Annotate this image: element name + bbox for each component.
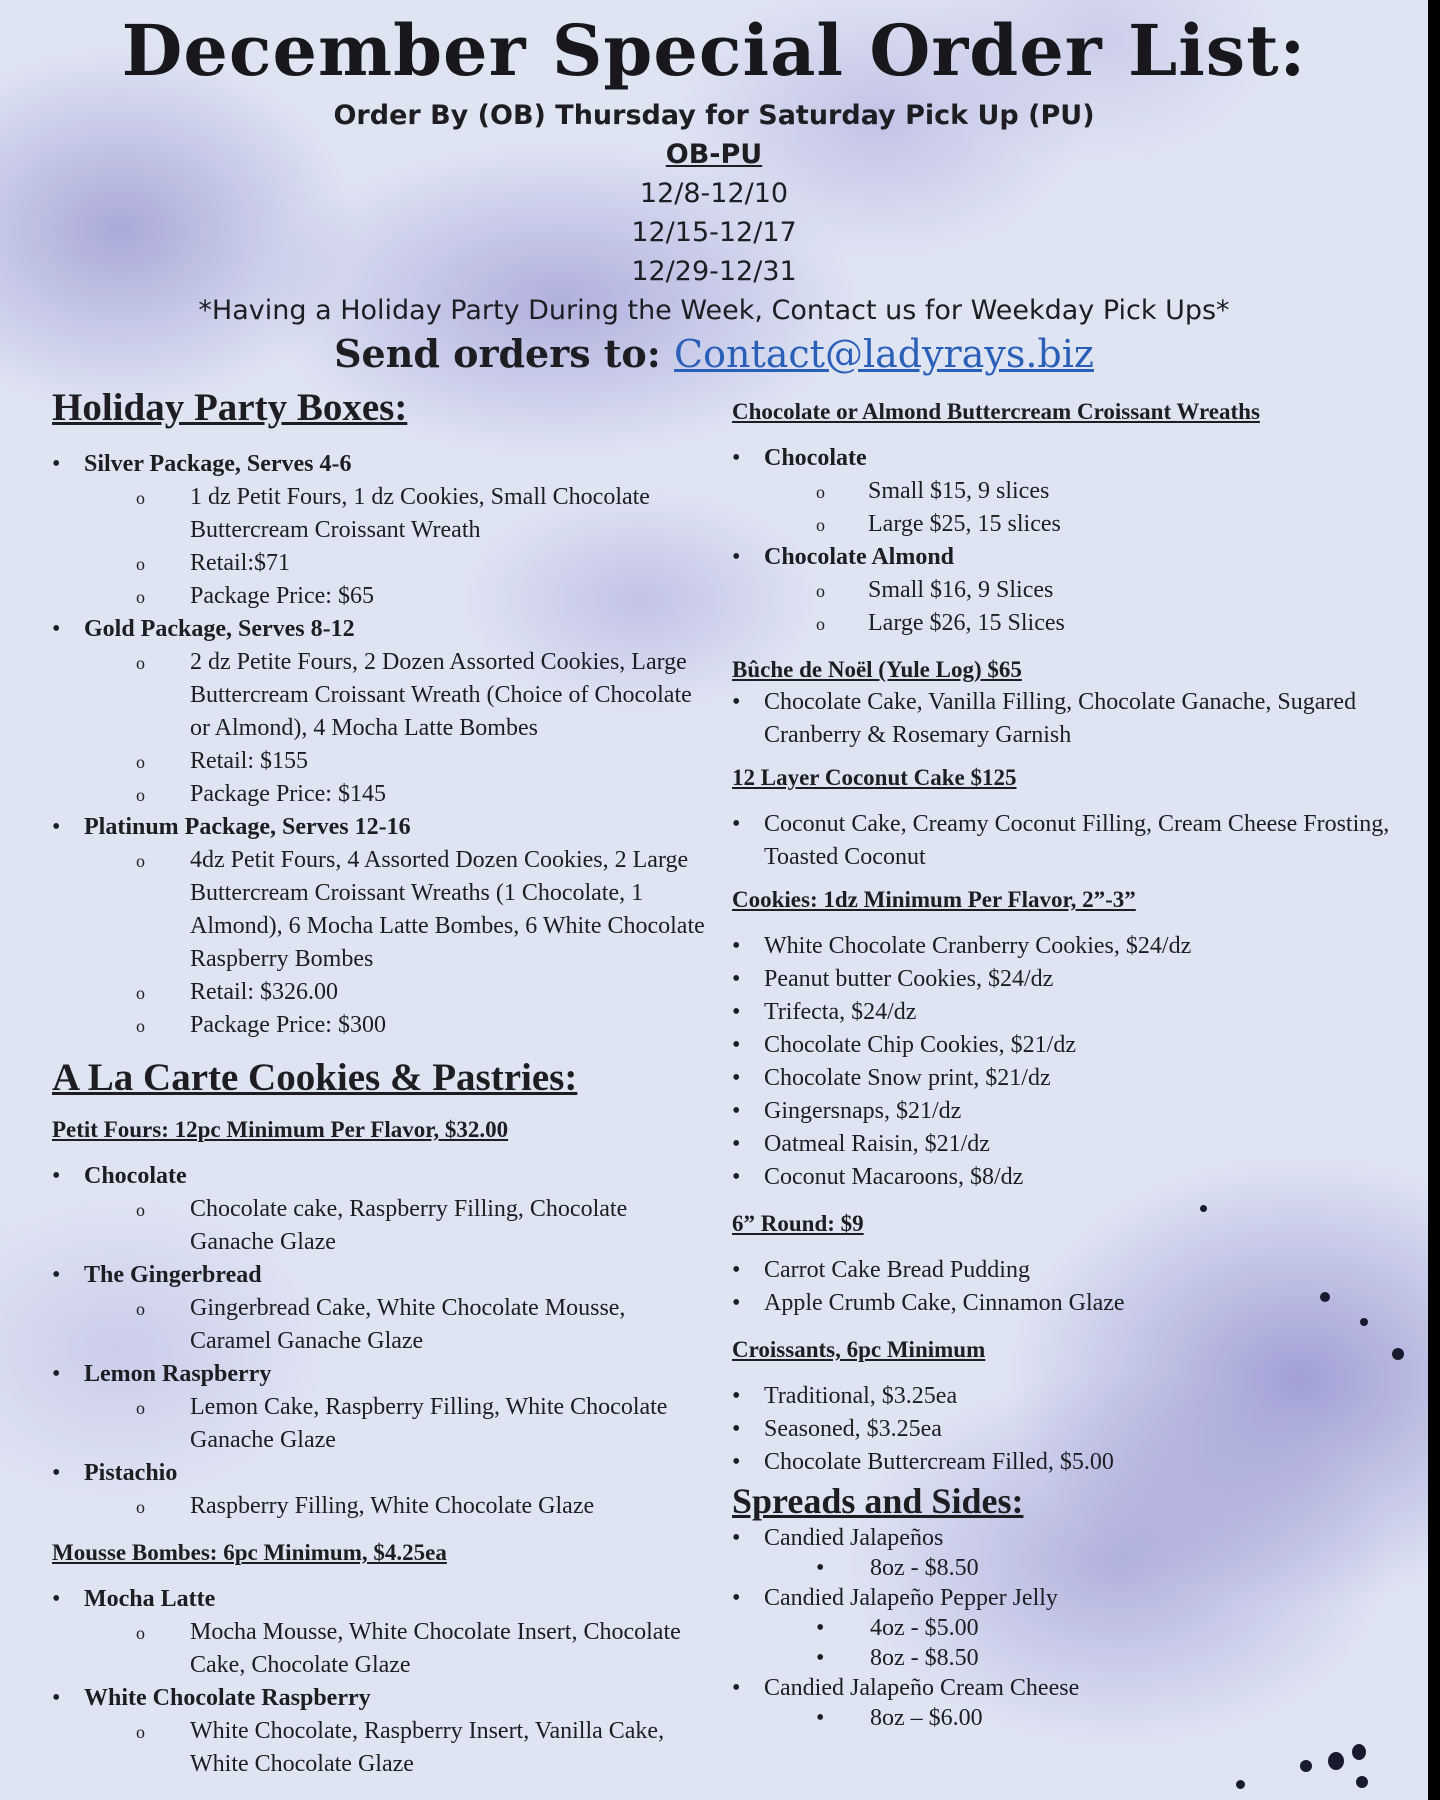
right-column [732, 396, 1422, 1733]
cookie-item: • Chocolate Chip Cookies, $21/dz [732, 1029, 1422, 1062]
package-detail: o 2 dz Petite Fours, 2 Dozen Assorted Cookies, Large Buttercream Croissant Wreath (Choice of Chocolate or Almond), 4 Mocha Latte Bombes [52, 646, 712, 745]
coconut-list [732, 808, 1422, 874]
wreath-size: o Small $16, 9 Slices [732, 574, 1422, 607]
cookies-list [732, 930, 1422, 1194]
flavor-name: • Lemon Raspberry [52, 1358, 712, 1391]
holiday-boxes-heading: Holiday Party Boxes: [52, 386, 408, 429]
flavor-name: • White Chocolate Raspberry [52, 1682, 712, 1715]
ink-blot [1356, 1776, 1368, 1788]
ink-blot [1328, 1752, 1344, 1770]
alacarte-heading: A La Carte Cookies & Pastries: [52, 1056, 578, 1099]
buche-list [732, 686, 1422, 752]
croissant-item: • Seasoned, $3.25ea [732, 1413, 1422, 1446]
flavor-desc: o Raspberry Filling, White Chocolate Glaze [52, 1490, 712, 1523]
package-silver: • Silver Package, Serves 4-6 [52, 448, 712, 481]
package-gold: • Gold Package, Serves 8-12 [52, 613, 712, 646]
weekday-note: *Having a Holiday Party During the Week, Contact us for Weekday Pick Ups* [198, 295, 1230, 326]
buche-desc: • Chocolate Cake, Vanilla Filling, Chocolate Ganache, Sugared Cranberry & Rosemary Garnish [732, 686, 1422, 752]
package-list [52, 448, 712, 1042]
send-orders-line [0, 330, 1428, 378]
flavor-name: • Chocolate [52, 1160, 712, 1193]
wreath-size: o Large $25, 15 slices [732, 508, 1422, 541]
spread-size: • 8oz - $8.50 [732, 1643, 1422, 1673]
croissants-heading: Croissants, 6pc Minimum [732, 1337, 986, 1362]
spread-size: • 4oz - $5.00 [732, 1613, 1422, 1643]
cookie-item: • Gingersnaps, $21/dz [732, 1095, 1422, 1128]
email-link[interactable]: Contact@ladyrays.biz [674, 332, 1094, 376]
croissant-list [732, 1380, 1422, 1479]
buche-heading: Bûche de Noël (Yule Log) $65 [732, 657, 1022, 682]
package-detail: o Retail:$71 [52, 547, 712, 580]
petit-fours-heading: Petit Fours: 12pc Minimum Per Flavor, $32.00 [52, 1117, 509, 1142]
flavor-desc: o Mocha Mousse, White Chocolate Insert, Chocolate Cake, Chocolate Glaze [52, 1616, 712, 1682]
spread-size: • 8oz - $8.50 [732, 1553, 1422, 1583]
package-detail: o Package Price: $145 [52, 778, 712, 811]
round-list [732, 1254, 1422, 1320]
header [0, 0, 1428, 378]
send-orders-label: Send orders to: [334, 331, 661, 376]
ink-blot [1300, 1760, 1312, 1772]
package-platinum: • Platinum Package, Serves 12-16 [52, 811, 712, 844]
cookie-item: • Peanut butter Cookies, $24/dz [732, 963, 1422, 996]
package-detail: o Retail: $155 [52, 745, 712, 778]
cookie-item: • Oatmeal Raisin, $21/dz [732, 1128, 1422, 1161]
flavor-desc: o White Chocolate, Raspberry Insert, Vanilla Cake, White Chocolate Glaze [52, 1715, 712, 1781]
coconut-desc: • Coconut Cake, Creamy Coconut Filling, Cream Cheese Frosting, Toasted Coconut [732, 808, 1422, 874]
wreath-size: o Large $26, 15 Slices [732, 607, 1422, 640]
package-detail: o Retail: $326.00 [52, 976, 712, 1009]
croissant-item: • Traditional, $3.25ea [732, 1380, 1422, 1413]
petit-fours-list [52, 1160, 712, 1523]
wreath-size: o Small $15, 9 slices [732, 475, 1422, 508]
spread-name: • Candied Jalapeño Cream Cheese [732, 1673, 1422, 1703]
spread-name: • Candied Jalapeño Pepper Jelly [732, 1583, 1422, 1613]
cookies-heading: Cookies: 1dz Minimum Per Flavor, 2”-3” [732, 887, 1136, 912]
flavor-desc: o Gingerbread Cake, White Chocolate Mousse, Caramel Ganache Glaze [52, 1292, 712, 1358]
flavor-name: • The Gingerbread [52, 1259, 712, 1292]
flavor-desc: o Chocolate cake, Raspberry Filling, Chocolate Ganache Glaze [52, 1193, 712, 1259]
wreath-flavor: • Chocolate Almond [732, 541, 1422, 574]
flavor-desc: o Lemon Cake, Raspberry Filling, White Chocolate Ganache Glaze [52, 1391, 712, 1457]
spreads-heading: Spreads and Sides: [732, 1481, 1024, 1521]
spreads-list [732, 1523, 1422, 1733]
coconut-heading: 12 Layer Coconut Cake $125 [732, 765, 1017, 790]
date-range: 12/8-12/10 [639, 178, 789, 209]
left-column [52, 382, 712, 1781]
order-by-line: Order By (OB) Thursday for Saturday Pick Up (PU) [333, 100, 1095, 131]
package-detail: o 4dz Petit Fours, 4 Assorted Dozen Cookies, 2 Large Buttercream Croissant Wreaths (1 Chocolate, 1 Almond), 6 Mocha Latte Bombes, 6 White Chocolate Raspberry Bombes [52, 844, 712, 976]
cookie-item: • White Chocolate Cranberry Cookies, $24/dz [732, 930, 1422, 963]
ink-blot [1236, 1780, 1245, 1789]
mousse-bombes-heading: Mousse Bombes: 6pc Minimum, $4.25ea [52, 1540, 447, 1565]
cookie-item: • Chocolate Snow print, $21/dz [732, 1062, 1422, 1095]
package-detail: o Package Price: $65 [52, 580, 712, 613]
round-item: • Apple Crumb Cake, Cinnamon Glaze [732, 1287, 1422, 1320]
package-detail: o 1 dz Petit Fours, 1 dz Cookies, Small Chocolate Buttercream Croissant Wreath [52, 481, 712, 547]
ink-blot [1352, 1744, 1366, 1760]
spread-name: • Candied Jalapeños [732, 1523, 1422, 1553]
flavor-name: • Pistachio [52, 1457, 712, 1490]
date-range: 12/15-12/17 [631, 217, 797, 248]
cookie-item: • Coconut Macaroons, $8/dz [732, 1161, 1422, 1194]
flavor-name: • Mocha Latte [52, 1583, 712, 1616]
round-heading: 6” Round: $9 [732, 1211, 864, 1236]
wreath-flavor: • Chocolate [732, 442, 1422, 475]
croissant-item: • Chocolate Buttercream Filled, $5.00 [732, 1446, 1422, 1479]
mousse-bombes-list [52, 1583, 712, 1781]
ob-pu-label: OB-PU [665, 139, 763, 170]
cookie-item: • Trifecta, $24/dz [732, 996, 1422, 1029]
package-detail: o Package Price: $300 [52, 1009, 712, 1042]
spread-size: • 8oz – $6.00 [732, 1703, 1422, 1733]
wreaths-heading: Chocolate or Almond Buttercream Croissant Wreaths [732, 399, 1260, 424]
page-title: December Special Order List: [121, 9, 1307, 92]
wreath-list [732, 442, 1422, 640]
date-range: 12/29-12/31 [631, 256, 797, 287]
round-item: • Carrot Cake Bread Pudding [732, 1254, 1422, 1287]
